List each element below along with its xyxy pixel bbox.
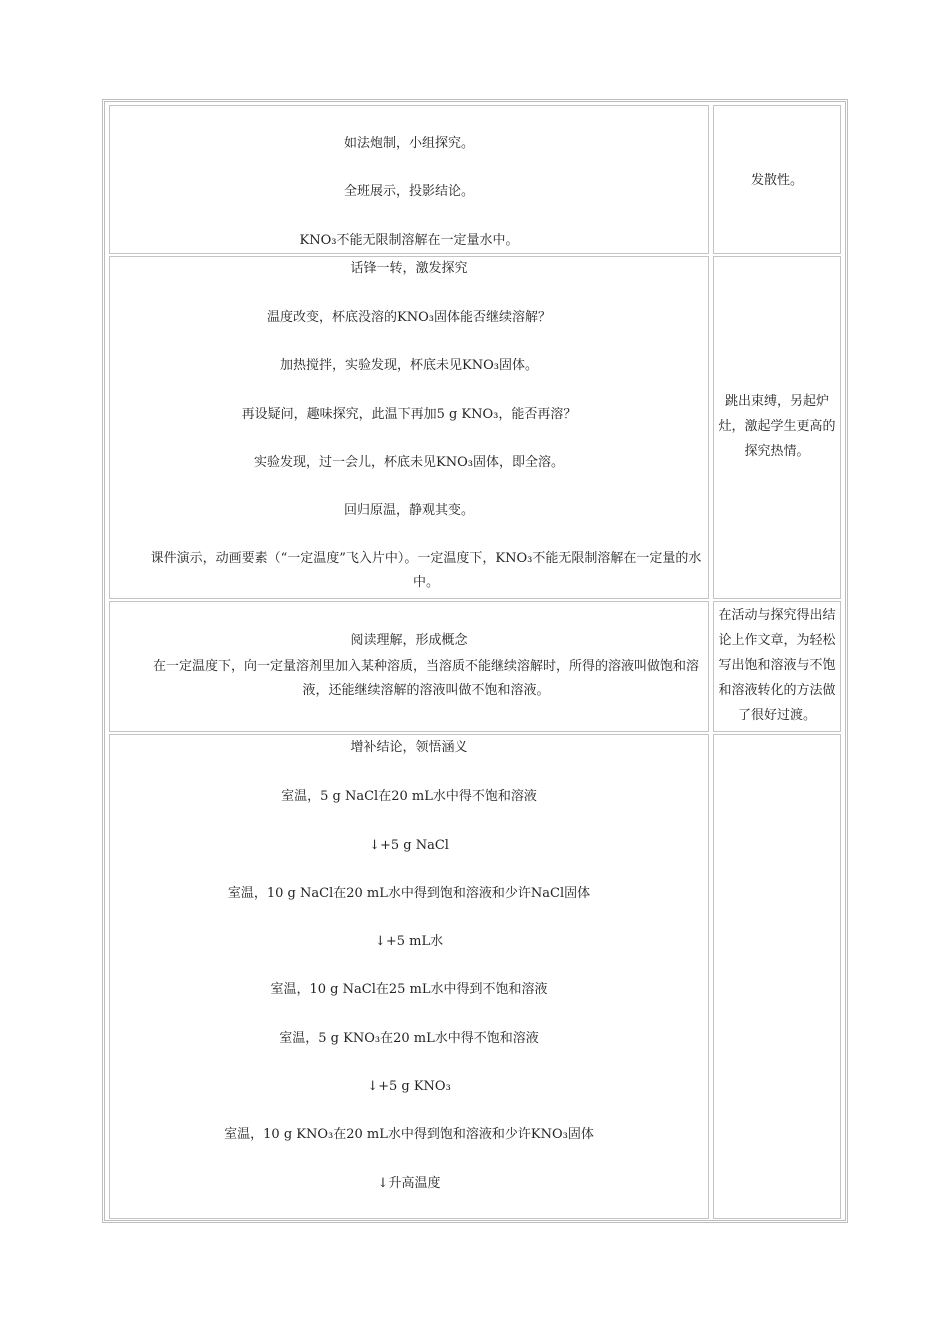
activity-paragraph: 课件演示，动画要素（“一定温度”飞入片中）。一定温度下，KNO₃不能无限制溶解在一定量的水中。 bbox=[150, 551, 702, 590]
comment-cell bbox=[713, 601, 841, 732]
comment-text: 跳出束缚，另起炉灶，激起学生更高的探究热情。 bbox=[718, 394, 836, 459]
comment-cell bbox=[713, 256, 841, 599]
table-row bbox=[109, 734, 841, 1219]
activity-line: ↓+5 g KNO₃ bbox=[367, 1079, 451, 1094]
activity-paragraph: 在一定温度下，向一定量溶剂里加入某种溶质，当溶质不能继续溶解时，所得的溶液叫做饱和溶液，还能继续溶解的溶液叫做不饱和溶液。 bbox=[152, 659, 699, 698]
activity-line: ↓升高温度 bbox=[377, 1176, 441, 1191]
table-row bbox=[109, 256, 841, 599]
table-row bbox=[109, 105, 841, 254]
activity-cell bbox=[109, 601, 709, 732]
activity-line: 增补结论，领悟涵义 bbox=[350, 740, 468, 755]
activity-line: 室温，5 g KNO₃在20 mL水中得不饱和溶液 bbox=[279, 1031, 539, 1046]
activity-line: ↓+5 g NaCl bbox=[369, 838, 449, 853]
lesson-table bbox=[102, 99, 848, 1223]
activity-cell bbox=[109, 105, 709, 254]
comment-text: 发散性。 bbox=[750, 173, 803, 188]
comment-cell bbox=[713, 105, 841, 254]
comment-cell bbox=[713, 734, 841, 1219]
activity-line: 回归原温，静观其变。 bbox=[343, 503, 474, 518]
comment-text: 在活动与探究得出结论上作文章，为轻松写出饱和溶液与不饱和溶液转化的方法做了很好过渡。 bbox=[718, 608, 836, 723]
activity-line: 室温，5 g NaCl在20 mL水中得不饱和溶液 bbox=[281, 789, 537, 804]
table-row bbox=[109, 601, 841, 732]
activity-line: 加热搅拌，实验发现，杯底未见KNO₃固体。 bbox=[280, 358, 538, 373]
activity-line: KNO₃不能无限制溶解在一定量水中。 bbox=[299, 233, 519, 248]
activity-line: 室温，10 g NaCl在20 mL水中得到饱和溶液和少许NaCl固体 bbox=[227, 886, 591, 901]
activity-line: 再设疑问，趣味探究，此温下再加5 g KNO₃，能否再溶？ bbox=[241, 407, 577, 422]
activity-line: ↓+5 mL水 bbox=[374, 934, 444, 949]
activity-cell bbox=[109, 734, 709, 1219]
activity-line: 阅读理解，形成概念 bbox=[350, 633, 468, 648]
activity-line: 如法炮制，小组探究。 bbox=[343, 136, 474, 151]
activity-line: 室温，10 g NaCl在25 mL水中得到不饱和溶液 bbox=[270, 982, 548, 997]
activity-line: 实验发现，过一会儿，杯底未见KNO₃固体，即全溶。 bbox=[254, 455, 564, 470]
activity-line: 话锋一转，激发探究 bbox=[350, 261, 468, 276]
activity-line: 室温，10 g KNO₃在20 mL水中得到饱和溶液和少许KNO₃固体 bbox=[224, 1127, 594, 1142]
activity-cell bbox=[109, 256, 709, 599]
activity-line: 全班展示，投影结论。 bbox=[343, 184, 474, 199]
activity-line: 温度改变，杯底没溶的KNO₃固体能否继续溶解？ bbox=[267, 310, 551, 325]
